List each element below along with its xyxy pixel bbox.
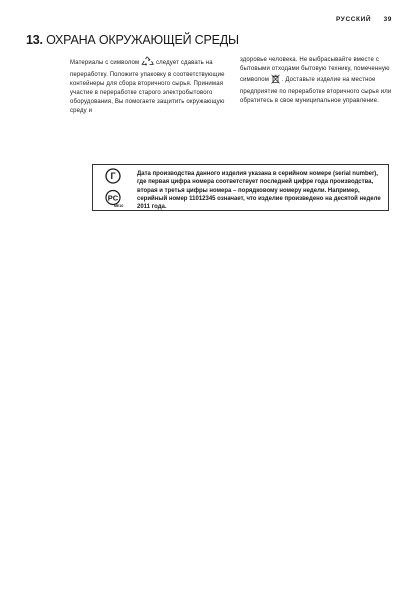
right-paragraph [240, 56, 396, 106]
gost-certification-logo [101, 168, 125, 184]
page-header [336, 16, 392, 23]
left-text-column [70, 56, 240, 115]
language-label: РУССКИЙ [335, 16, 372, 23]
certification-code: МЕ10 [114, 204, 124, 208]
left-paragraph-rest: на переработку. Положите упаковку в соответствующие контейнеры для сбора вторичного сырья. Принимая участие в переработке старого электробытового оборудования, Вы помогаете защитить окружающую среду и [70, 60, 225, 114]
crossed-out-bin-icon [271, 74, 280, 88]
right-text-column [240, 56, 396, 106]
left-line1-before-icon: Материалы с символом [70, 60, 140, 66]
recycle-icon [141, 56, 154, 71]
pct-logo-letters: PC [107, 193, 119, 203]
left-line1-after-icon: следует сдавать [155, 60, 204, 66]
gost-logo-letters: Г [110, 171, 116, 182]
left-paragraph [70, 56, 240, 115]
right-part2: . Доставьте изделие на местное предприятие по переработке вторичного сырья или обратитесь в свое муниципальное управление. [240, 76, 392, 104]
section-number: 13. [26, 33, 43, 47]
serial-number-info-box [92, 164, 389, 211]
page-number: 39 [383, 16, 392, 23]
section-title: ОХРАНА ОКРУЖАЮЩЕЙ СРЕДЫ [46, 33, 239, 47]
right-part1: здоровье человека. Не выбрасывайте вместе с бытовыми отходами бытовую технику, помеченную символом [240, 57, 390, 83]
serial-number-explanation: Дата производства данного изделия указана в серийном номере (serial number), где первая цифра номера соответствует последней цифре года производства, вторая и третья цифры номера – порядковому номеру недели. Например, серийный номер 11012345 означает, что изделие произведено на десятой неделе 2011 года. [137, 171, 381, 211]
section-heading [26, 33, 239, 47]
certification-logos [101, 168, 125, 211]
